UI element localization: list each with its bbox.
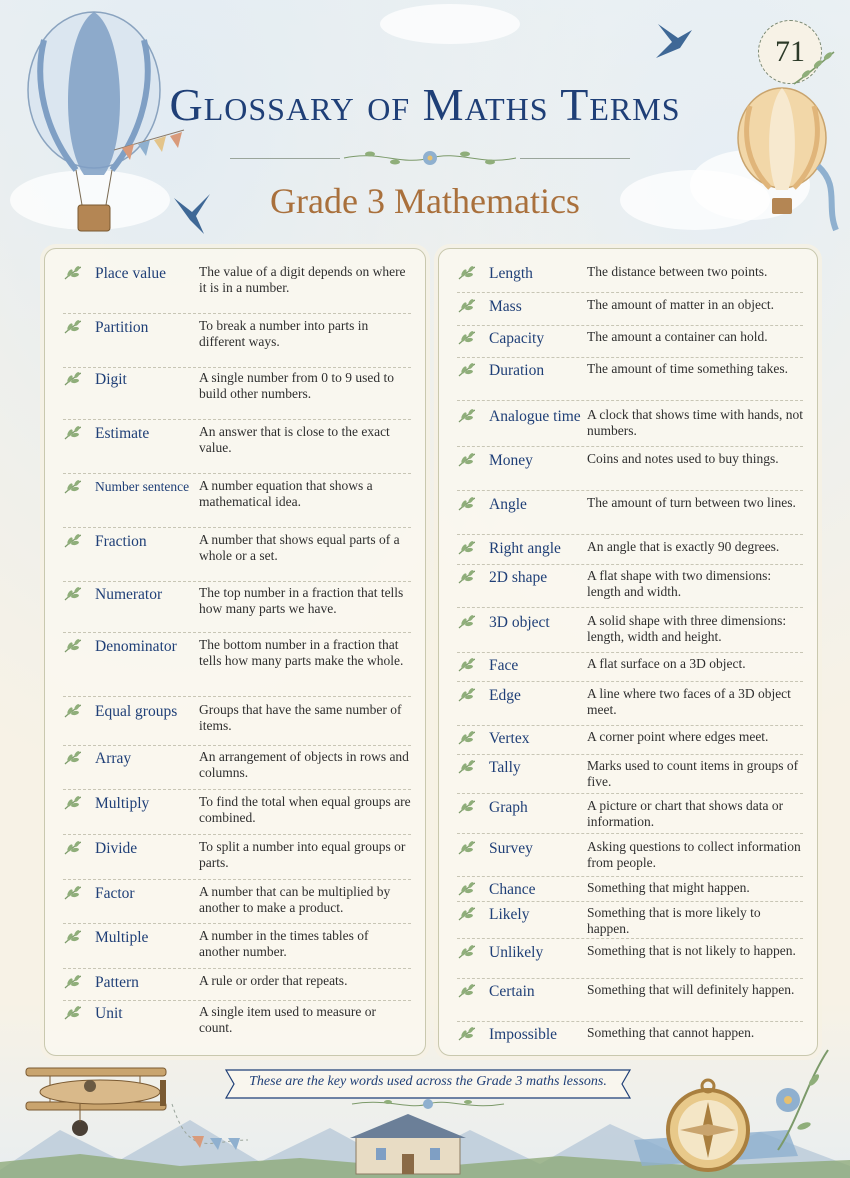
glossary-row [457, 942, 803, 979]
glossary-panel-right [438, 248, 818, 1056]
glossary-term: Capacity [489, 330, 545, 347]
glossary-term: Face [489, 657, 519, 674]
glossary-definition: Something that might happen. [587, 880, 750, 895]
glossary-row [63, 793, 411, 835]
glossary-definition: A rule or order that repeats. [199, 973, 348, 988]
leaf-sprig-icon [457, 569, 475, 585]
leaf-sprig-icon [457, 730, 475, 746]
glossary-row [63, 972, 411, 1001]
glossary-definition: A number that can be multiplied by another to make a product. [199, 884, 391, 915]
glossary-row [457, 838, 803, 877]
page-subtitle: Grade 3 Mathematics [270, 181, 580, 221]
leaf-sprig-icon [63, 840, 81, 856]
glossary-term: Place value [95, 265, 167, 282]
glossary-definition: An answer that is close to the exact value. [199, 424, 390, 455]
cloud-decoration [380, 4, 520, 44]
glossary-definition: The amount a container can hold. [587, 329, 768, 344]
glossary-row [63, 263, 411, 314]
leaf-sprig-icon [457, 265, 475, 281]
glossary-definition: The bottom number in a fraction that tells how many parts make the whole. [199, 637, 404, 668]
glossary-term: Edge [489, 687, 521, 704]
glossary-definition: A solid shape with three dimensions: length, width and height. [587, 613, 787, 644]
glossary-row [457, 450, 803, 491]
glossary-row [457, 567, 803, 608]
glossary-term: Equal groups [95, 703, 178, 720]
glossary-row [63, 883, 411, 924]
glossary-row [457, 728, 803, 755]
glossary-definition: A flat surface on a 3D object. [587, 656, 746, 671]
glossary-term: Chance [489, 881, 536, 898]
glossary-term: Digit [95, 371, 127, 388]
glossary-term: Money [489, 452, 533, 469]
glossary-definition: A single number from 0 to 9 used to build other numbers. [199, 370, 394, 401]
glossary-term: Right angle [489, 540, 561, 557]
glossary-row [457, 797, 803, 834]
glossary-row [457, 296, 803, 326]
leaf-sprig-icon [457, 614, 475, 630]
glossary-definition: The amount of turn between two lines. [587, 495, 796, 510]
glossary-definition: Something that is not likely to happen. [587, 943, 796, 958]
leaf-sprig-icon [457, 362, 475, 378]
glossary-row [457, 538, 803, 565]
glossary-row [457, 612, 803, 653]
leaf-sprig-icon [457, 759, 475, 775]
glossary-definition: Coins and notes used to buy things. [587, 451, 779, 466]
glossary-definition: To find the total when equal groups are combined. [199, 794, 411, 825]
leaf-sprig-icon [63, 885, 81, 901]
page-number: 71 [775, 35, 805, 68]
footer-banner [214, 1068, 642, 1100]
glossary-definition: Something that cannot happen. [587, 1025, 755, 1040]
leaf-sprig-icon [63, 638, 81, 654]
glossary-term: 2D shape [489, 569, 548, 586]
glossary-term: Impossible [489, 1026, 558, 1043]
page-title: Glossary of Maths Terms [169, 79, 681, 130]
glossary-definition: A line where two faces of a 3D object meet. [587, 686, 791, 717]
flower-vine-icon [348, 1096, 508, 1112]
glossary-row [457, 904, 803, 939]
glossary-term: Fraction [95, 533, 147, 550]
glossary-term: Divide [95, 840, 138, 857]
leaf-sprig-icon [457, 944, 475, 960]
glossary-term: 3D object [489, 614, 550, 631]
leaf-sprig-icon [457, 799, 475, 815]
glossary-term: Duration [489, 362, 545, 379]
glossary-term: Multiple [95, 929, 149, 946]
glossary-row [63, 748, 411, 790]
glossary-definition: The amount of time something takes. [587, 361, 788, 376]
leaf-sprig-icon [457, 881, 475, 897]
flower-vine-icon [340, 146, 520, 170]
bird-icon [652, 18, 696, 64]
glossary-term: Number sentence [95, 479, 190, 494]
leaf-sprig-icon [457, 687, 475, 703]
glossary-term: Likely [489, 906, 530, 923]
leaf-sprig-icon [457, 496, 475, 512]
glossary-definition: A flat shape with two dimensions: length and width. [587, 568, 772, 599]
glossary-definition: A picture or chart that shows data or information. [587, 798, 784, 829]
glossary-term: Graph [489, 799, 528, 816]
glossary-term: Estimate [95, 425, 150, 442]
glossary-definition: An angle that is exactly 90 degrees. [587, 539, 780, 554]
glossary-term: Angle [489, 496, 527, 513]
glossary-row [63, 927, 411, 969]
glossary-definition: The distance between two points. [587, 264, 768, 279]
glossary-row [457, 981, 803, 1022]
glossary-term: Analogue time [489, 408, 581, 425]
leaf-sprig-icon [63, 750, 81, 766]
glossary-row [457, 263, 803, 293]
ornamental-divider [230, 158, 620, 160]
leaf-sprig-icon [457, 1026, 475, 1042]
glossary-row [63, 423, 411, 474]
glossary-row [63, 838, 411, 880]
glossary-definition: A corner point where edges meet. [587, 729, 769, 744]
leaf-sprig-icon [63, 586, 81, 602]
glossary-term: Unit [95, 1005, 123, 1022]
footer-text: These are the key words used across the Grade 3 maths lessons. [249, 1074, 607, 1089]
glossary-definition: A number equation that shows a mathematical idea. [199, 478, 373, 509]
glossary-row [457, 328, 803, 358]
leaf-sprig-icon [63, 974, 81, 990]
leaf-sprig-icon [63, 1005, 81, 1021]
leaf-sprig-icon [457, 657, 475, 673]
glossary-term: Mass [489, 298, 522, 315]
glossary-definition: The value of a digit depends on where it is in a number. [199, 264, 406, 295]
leaf-sprig-icon [63, 929, 81, 945]
glossary-definition: A single item used to measure or count. [199, 1004, 376, 1035]
glossary-row [457, 757, 803, 794]
leaf-sprig-icon [63, 703, 81, 719]
glossary-definition: To split a number into equal groups or parts. [199, 839, 406, 870]
glossary-row [457, 406, 803, 447]
glossary-definition: To break a number into parts in different ways. [199, 318, 369, 349]
glossary-row [457, 360, 803, 401]
glossary-row [63, 531, 411, 582]
glossary-definition: The amount of matter in an object. [587, 297, 775, 312]
glossary-term: Array [95, 750, 132, 767]
glossary-term: Partition [95, 319, 149, 336]
glossary-definition: A number that shows equal parts of a whole or a set. [199, 532, 400, 563]
leaf-sprig-icon [457, 408, 475, 424]
glossary-term: Multiply [95, 795, 150, 812]
leaf-sprig-icon [63, 479, 81, 495]
leaf-sprig-icon [457, 840, 475, 856]
leaf-sprig-icon [457, 330, 475, 346]
glossary-definition: A clock that shows time with hands, not numbers. [587, 407, 803, 438]
glossary-definition: Asking questions to collect information from people. [587, 839, 801, 870]
glossary-definition: Something that will definitely happen. [587, 982, 795, 997]
glossary-term: Unlikely [489, 944, 544, 961]
leaf-sprig-icon [457, 298, 475, 314]
glossary-term: Numerator [95, 586, 163, 603]
glossary-definition: Something that is more likely to happen. [587, 905, 761, 936]
glossary-row [63, 477, 411, 528]
glossary-row [63, 369, 411, 420]
compass-illustration [628, 1040, 850, 1178]
leaf-sprig-icon [63, 425, 81, 441]
glossary-row [63, 1003, 411, 1043]
glossary-term: Factor [95, 885, 135, 902]
glossary-row [63, 636, 411, 697]
glossary-term: Pattern [95, 974, 139, 991]
glossary-term: Tally [489, 759, 521, 776]
glossary-row [63, 701, 411, 746]
bunting-illustration [170, 1100, 250, 1150]
leaf-sprig-icon [457, 540, 475, 556]
glossary-definition: The top number in a fraction that tells how many parts we have. [199, 585, 404, 616]
glossary-term: Denominator [95, 638, 177, 655]
glossary-row [457, 494, 803, 535]
leaf-sprig-icon [63, 265, 81, 281]
leaf-sprig-icon [457, 452, 475, 468]
leaf-sprig-icon [63, 371, 81, 387]
glossary-definition: Groups that have the same number of items. [199, 702, 402, 733]
glossary-definition: Marks used to count items in groups of five. [587, 758, 799, 789]
glossary-term: Certain [489, 983, 535, 1000]
glossary-row [457, 879, 803, 902]
leaf-sprig-icon [63, 533, 81, 549]
leaf-sprig-icon [457, 983, 475, 999]
leaf-sprig-icon [457, 906, 475, 922]
leaf-sprig-icon [63, 795, 81, 811]
glossary-term: Length [489, 265, 533, 282]
glossary-panel-left [44, 248, 426, 1056]
glossary-row [457, 685, 803, 726]
glossary-definition: A number in the times tables of another number. [199, 928, 369, 959]
glossary-row [457, 655, 803, 682]
glossary-term: Survey [489, 840, 533, 857]
glossary-row [63, 584, 411, 633]
leaf-sprig-icon [63, 319, 81, 335]
glossary-definition: An arrangement of objects in rows and columns. [199, 749, 409, 780]
glossary-row [63, 317, 411, 368]
glossary-term: Vertex [489, 730, 530, 747]
